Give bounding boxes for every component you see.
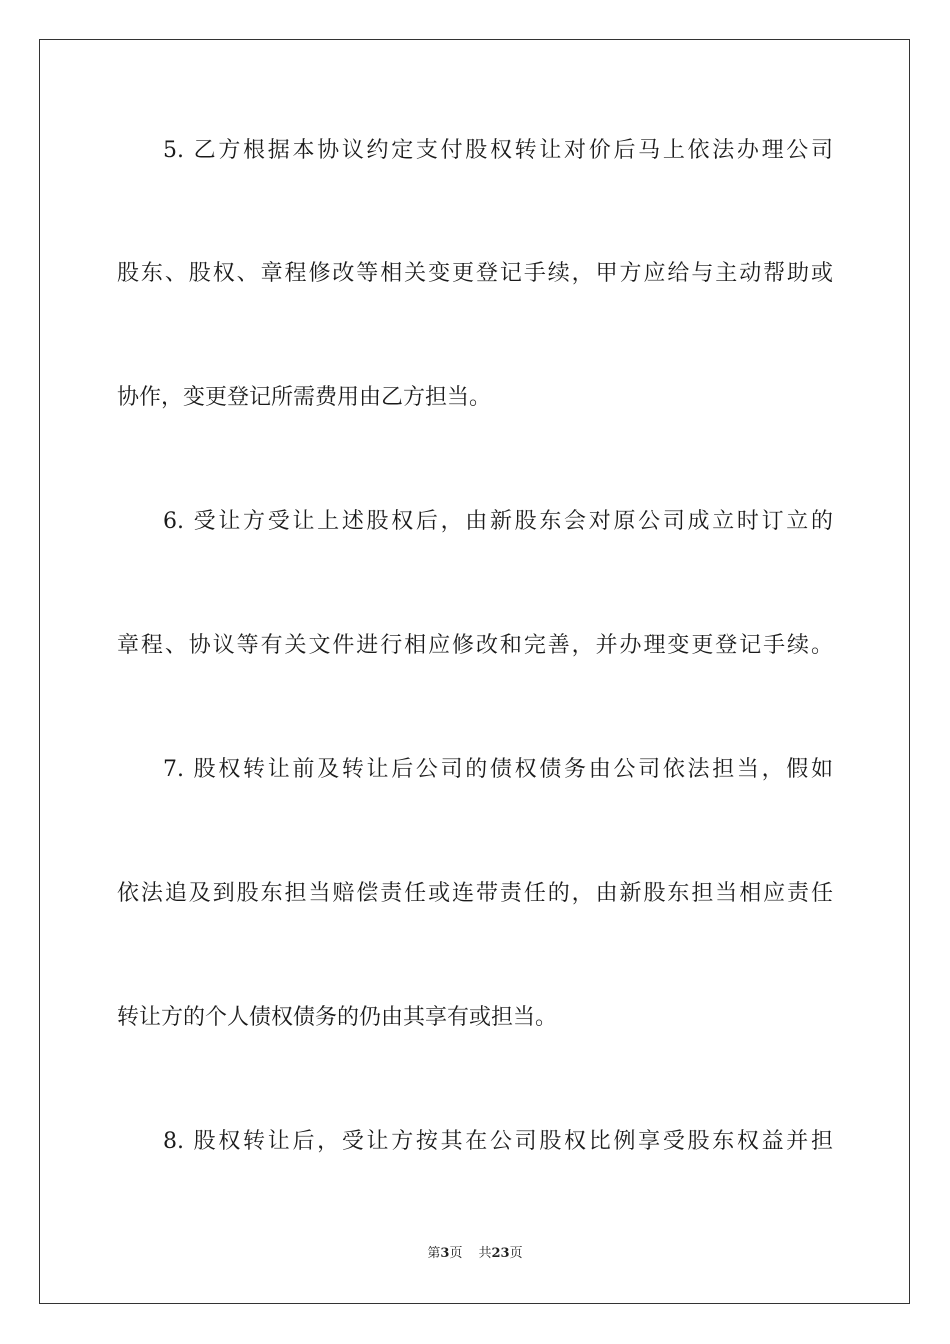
footer-page-number: 3 [440, 1246, 450, 1261]
footer-total-prefix: 共 [478, 1246, 492, 1261]
paragraph-7-line-3: 转让方的个人债权债务的仍由其享有或担当。 [117, 1005, 558, 1030]
paragraph-7-line-1: 7. 股权转让前及转让后公司的债权债务由公司依法担当，假如 [163, 757, 833, 782]
footer-total-suffix: 页 [509, 1246, 523, 1261]
paragraph-5-line-1: 5. 乙方根据本协议约定支付股权转让对价后马上依法办理公司 [163, 138, 833, 163]
paragraph-7-line-2: 依法追及到股东担当赔偿责任或连带责任的，由新股东担当相应责任 [117, 881, 833, 906]
paragraph-8-line-1: 8. 股权转让后，受让方按其在公司股权比例享受股东权益并担 [163, 1129, 833, 1154]
footer-total-pages: 23 [491, 1246, 510, 1261]
paragraph-5-line-2: 股东、股权、章程修改等相关变更登记手续，甲方应给与主动帮助或 [117, 261, 833, 286]
page-border [39, 39, 910, 1304]
footer-page-prefix: 第 [427, 1246, 441, 1261]
footer-page-suffix: 页 [449, 1246, 463, 1261]
paragraph-6-line-1: 6. 受让方受让上述股权后，由新股东会对原公司成立时订立的 [163, 509, 833, 534]
page-footer [0, 1245, 950, 1263]
paragraph-6-line-2: 章程、协议等有关文件进行相应修改和完善，并办理变更登记手续。 [117, 633, 833, 658]
paragraph-5-line-3: 协作，变更登记所需费用由乙方担当。 [117, 385, 492, 410]
